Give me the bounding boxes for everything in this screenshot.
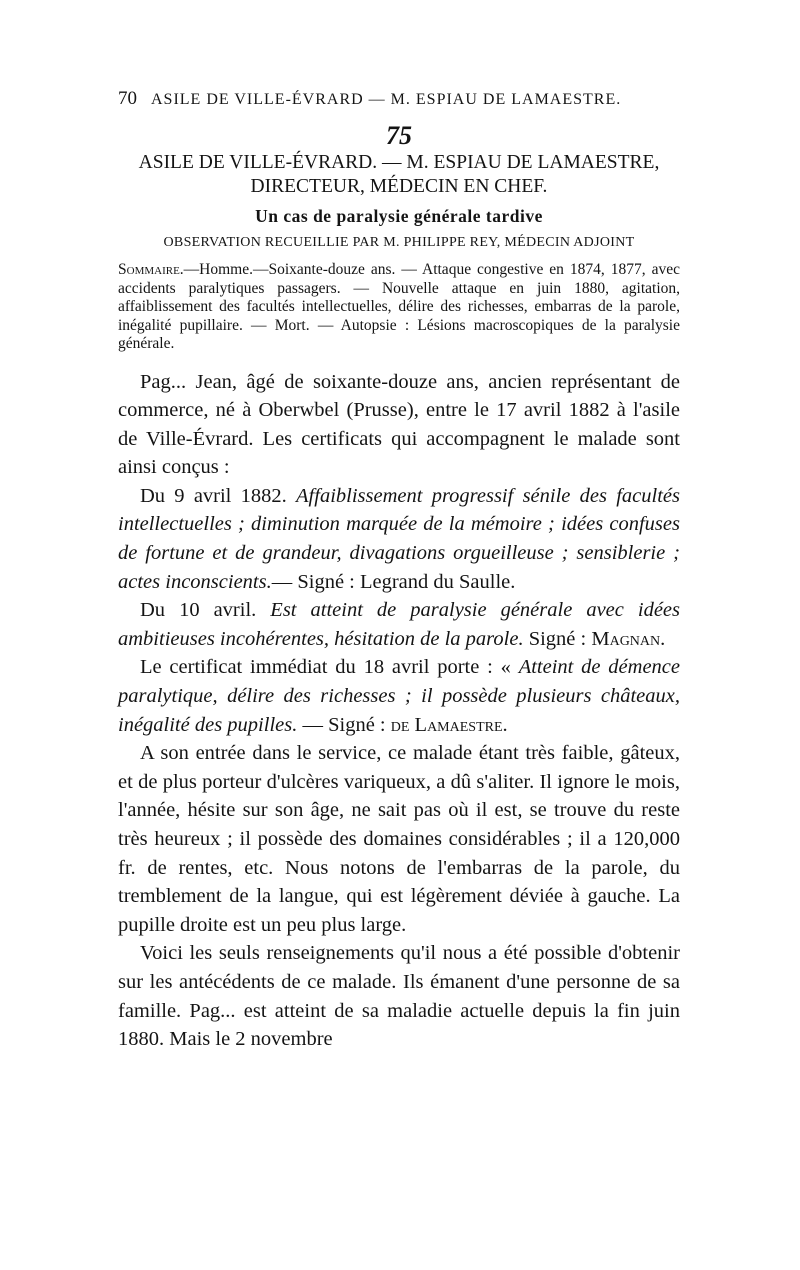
article-number: 75: [386, 121, 412, 150]
certificate-text-2: Est atteint de paralysie générale avec idées ambitieuses incohérentes, hésitation de la parole.: [118, 599, 680, 650]
paragraph-4: [118, 653, 680, 739]
running-head: [118, 88, 680, 110]
institution-line-2: DIRECTEUR, MÉDECIN EN CHEF.: [250, 176, 548, 197]
certificate-date-2: Du 10 avril.: [140, 599, 271, 622]
summary-label: Sommaire.: [118, 261, 184, 278]
summary: [118, 261, 680, 354]
certificate-signed-3: — Signé :: [297, 713, 391, 736]
observation-credit: OBSERVATION RECUEILLIE PAR M. PHILIPPE REY, MÉDECIN ADJOINT: [163, 235, 635, 250]
paragraph-5: A son entrée dans le service, ce malade étant très faible, gâteux, et de plus porteur d'ulcères variqueux, a dû s'aliter. Il ignore le mois, l'année, hésite sur son âge, ne sait pas où il est, se trouve du reste très heureux ; il possède des domaines considérables ; il a 120,000 fr. de rentes, etc. Nous notons de l'embarras de la parole, du tremblement de la langue, qui est légèrement déviée à gauche. La pupille droite est un peu plus large.: [118, 742, 680, 936]
running-head-title: ASILE DE VILLE-ÉVRARD — M. ESPIAU DE LAMAESTRE.: [151, 91, 622, 108]
document-page: [118, 88, 680, 1054]
certificate-date-1: Du 9 avril 1882.: [140, 484, 297, 507]
certificate-text-3: Atteint de démence paralytique, délire des richesses ; il possède plusieurs châteaux, inégalité des pupilles.: [118, 656, 681, 736]
institution-line-1: ASILE DE VILLE-ÉVRARD. — M. ESPIAU DE LAMAESTRE,: [138, 152, 660, 173]
body-text: [118, 368, 680, 1054]
certificate-intro-3: Le certificat immédiat du 18 avril porte : «: [140, 656, 519, 679]
certificate-signer-2: Magnan.: [591, 627, 666, 650]
certificate-signer-3: de Lamaestre.: [390, 713, 508, 736]
paragraph-2: [118, 482, 680, 596]
paragraph-3: [118, 596, 680, 653]
page-number: 70: [118, 88, 137, 109]
certificate-text-1: Affaiblissement progressif sénile des facultés intellectuelles ; diminution marquée de la mémoire ; idées confuses de fortune et de grandeur, divagations orgueilleuse ; sensiblerie ; actes inconscients.: [118, 484, 680, 593]
certificate-signature-1: — Signé : Legrand du Saulle.: [271, 570, 516, 593]
case-title: Un cas de paralysie générale tardive: [255, 206, 543, 226]
paragraph-6: Voici les seuls renseignements qu'il nous a été possible d'obtenir sur les antécédents de ce malade. Ils émanent d'une personne de sa famille. Pag... est atteint de sa maladie actuelle depuis la fin juin 1880. Mais le 2 novembre: [118, 942, 680, 1051]
certificate-signed-2: Signé :: [523, 627, 592, 650]
paragraph-1: Pag... Jean, âgé de soixante-douze ans, ancien représentant de commerce, né à Oberwbel (Prusse), entre le 17 avril 1882 à l'asile de Ville-Évrard. Les certificats qui accompagnent le malade sont ainsi conçus :: [118, 370, 680, 479]
summary-text: —Homme.—Soixante-douze ans. — Attaque congestive en 1874, 1877, avec accidents paralytiques passagers. — Nouvelle attaque en juin 1880, agitation, affaiblissement des facultés intellectuelles, délire des richesses, embarras de la parole, inégalité pupillaire. — Mort. — Autopsie : Lésions macroscopiques de la paralysie générale.: [118, 261, 680, 352]
